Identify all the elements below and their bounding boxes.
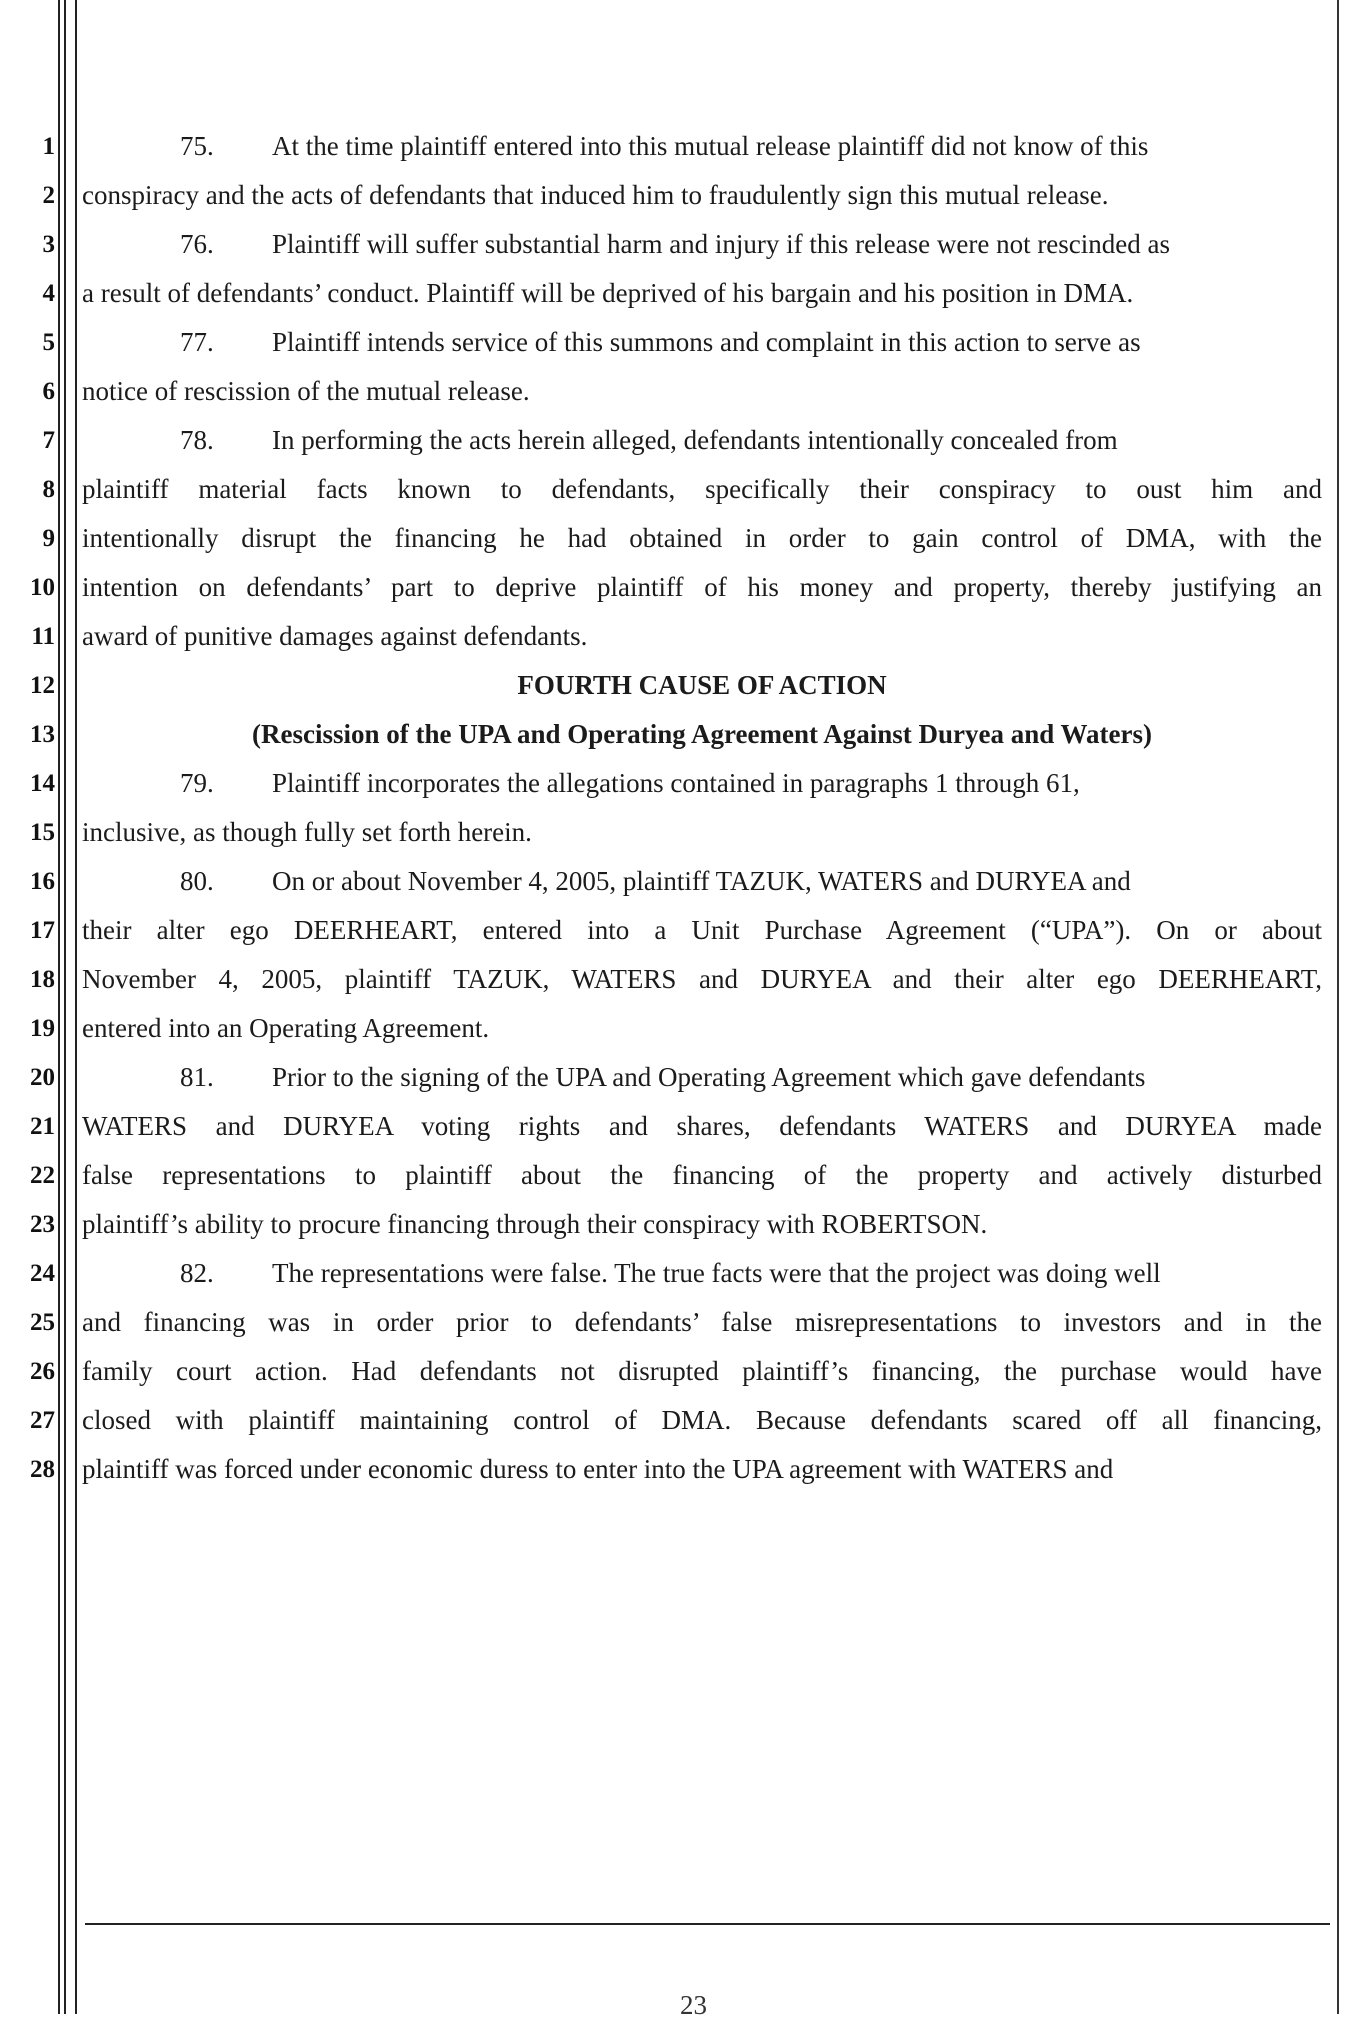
body-line: award of punitive damages against defendants.	[82, 621, 588, 651]
paragraph-number: 82.	[180, 1258, 214, 1288]
body-line: family court action. Had defendants not disrupted plaintiff’s financing, the purchase would have	[82, 1356, 1322, 1386]
paragraph-number: 77.	[180, 327, 214, 357]
body-line: plaintiff’s ability to procure financing through their conspiracy with ROBERTSON.	[82, 1209, 988, 1239]
body-line: and financing was in order prior to defendants’ false misrepresentations to investors and in the	[82, 1307, 1322, 1337]
line-text: On or about November 4, 2005, plaintiff TAZUK, WATERS and DURYEA and	[272, 866, 1131, 896]
paragraph-first-line	[180, 422, 1322, 458]
line-number: 24	[30, 1260, 55, 1287]
page-number: 23	[680, 1990, 707, 2020]
paragraph-first-line	[180, 1059, 1322, 1095]
body-line: plaintiff was forced under economic duress to enter into the UPA agreement with WATERS and	[82, 1454, 1114, 1484]
line-text: Plaintiff incorporates the allegations contained in paragraphs 1 through 61,	[272, 768, 1080, 798]
body-line: entered into an Operating Agreement.	[82, 1013, 490, 1043]
line-number: 22	[30, 1162, 55, 1189]
line-number: 6	[42, 378, 55, 405]
body-line: false representations to plaintiff about the financing of the property and actively disturbed	[82, 1160, 1322, 1190]
body-line: conspiracy and the acts of defendants that induced him to fraudulently sign this mutual release.	[82, 180, 1109, 210]
line-number: 9	[42, 525, 55, 552]
paragraph-number: 75.	[180, 131, 214, 161]
line-number: 28	[30, 1456, 55, 1483]
line-number: 17	[30, 917, 55, 944]
line-number: 21	[30, 1113, 55, 1140]
line-number: 26	[30, 1358, 55, 1385]
paragraph-number: 78.	[180, 425, 214, 455]
paragraph-first-line	[180, 324, 1322, 360]
line-number: 7	[42, 427, 55, 454]
body-line: plaintiff material facts known to defendants, specifically their conspiracy to oust him and	[82, 474, 1322, 504]
paragraph-number: 81.	[180, 1062, 214, 1092]
line-number: 5	[42, 329, 55, 356]
body-line: closed with plaintiff maintaining control of DMA. Because defendants scared off all financing,	[82, 1405, 1322, 1435]
line-number: 2	[42, 182, 55, 209]
line-number: 4	[42, 280, 55, 307]
body-line: notice of rescission of the mutual release.	[82, 376, 530, 406]
line-text: At the time plaintiff entered into this mutual release plaintiff did not know of this	[272, 131, 1149, 161]
line-number: 16	[30, 868, 55, 895]
body-line: intentionally disrupt the financing he had obtained in order to gain control of DMA, with the	[82, 523, 1322, 553]
footer-rule	[85, 1923, 1330, 1925]
line-number: 10	[30, 574, 55, 601]
body-line: a result of defendants’ conduct. Plaintiff will be deprived of his bargain and his position in DMA.	[82, 278, 1134, 308]
paragraph-first-line	[180, 765, 1322, 801]
line-number: 25	[30, 1309, 55, 1336]
paragraph-first-line	[180, 1255, 1322, 1291]
line-number: 19	[30, 1015, 55, 1042]
line-number: 11	[31, 623, 55, 650]
line-number-rule	[75, 0, 77, 2014]
line-text: The representations were false. The true facts were that the project was doing well	[272, 1258, 1161, 1288]
line-number: 20	[30, 1064, 55, 1091]
left-margin-rule	[58, 0, 60, 2014]
paragraph-first-line	[180, 226, 1322, 262]
body-line: their alter ego DEERHEART, entered into a Unit Purchase Agreement (“UPA”). On or about	[82, 915, 1322, 945]
paragraph-number: 76.	[180, 229, 214, 259]
line-number: 8	[42, 476, 55, 503]
right-margin-rule	[1337, 0, 1339, 2014]
body-line: WATERS and DURYEA voting rights and shares, defendants WATERS and DURYEA made	[82, 1111, 1322, 1141]
paragraph-first-line	[180, 128, 1322, 164]
line-number: 12	[30, 672, 55, 699]
paragraph-first-line	[180, 863, 1322, 899]
line-text: Prior to the signing of the UPA and Operating Agreement which gave defendants	[272, 1062, 1146, 1092]
line-number: 3	[42, 231, 55, 258]
line-number: 18	[30, 966, 55, 993]
cause-of-action-heading: FOURTH CAUSE OF ACTION	[517, 670, 887, 700]
paragraph-number: 80.	[180, 866, 214, 896]
line-text: Plaintiff will suffer substantial harm and injury if this release were not rescinded as	[272, 229, 1171, 259]
line-number: 27	[30, 1407, 55, 1434]
line-text: Plaintiff intends service of this summons and complaint in this action to serve as	[272, 327, 1141, 357]
left-margin-rule-inner	[64, 0, 66, 2014]
line-number: 1	[42, 133, 55, 160]
body-line: November 4, 2005, plaintiff TAZUK, WATERS and DURYEA and their alter ego DEERHEART,	[82, 964, 1322, 994]
paragraph-number: 79.	[180, 768, 214, 798]
line-text: In performing the acts herein alleged, defendants intentionally concealed from	[272, 425, 1118, 455]
line-number: 14	[30, 770, 55, 797]
cause-of-action-subheading: (Rescission of the UPA and Operating Agreement Against Duryea and Waters)	[252, 719, 1152, 749]
body-line: inclusive, as though fully set forth herein.	[82, 817, 532, 847]
line-number: 13	[30, 721, 55, 748]
body-line: intention on defendants’ part to deprive plaintiff of his money and property, thereby justifying an	[82, 572, 1322, 602]
line-number: 23	[30, 1211, 55, 1238]
line-number: 15	[30, 819, 55, 846]
